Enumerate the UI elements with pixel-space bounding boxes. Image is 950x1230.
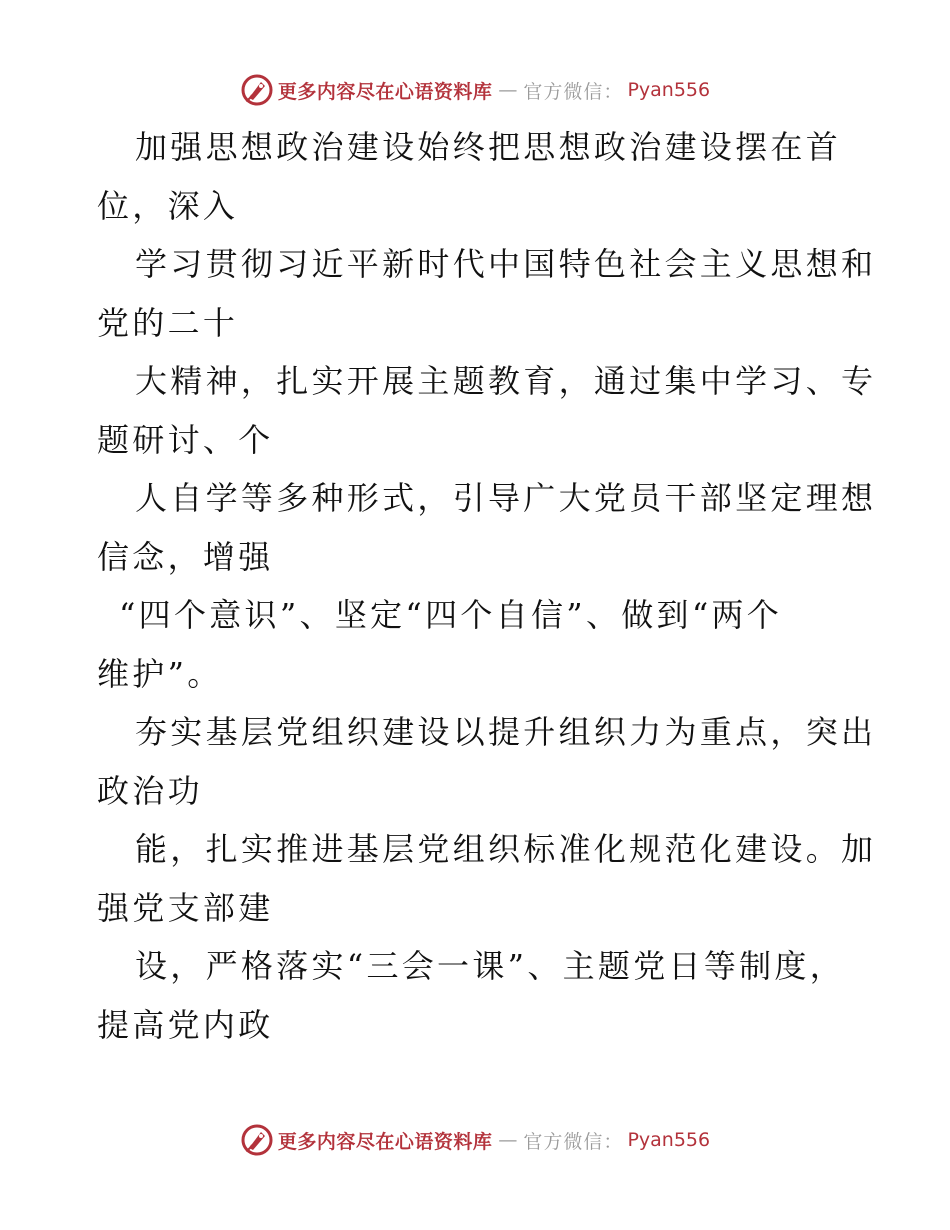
header-banner-dash: — (498, 79, 518, 101)
text-line: 夯实基层党组织建设以提升组织力为重点，突出 (135, 713, 877, 751)
text-line: 维护”。 (97, 654, 223, 693)
pen-nib-logo-icon (240, 1123, 274, 1157)
text-line: 政治功 (97, 771, 203, 810)
header-banner-label: 官方微信： (523, 80, 624, 103)
pen-nib-logo-icon (240, 73, 274, 107)
text-line: 人自学等多种形式，引导广大党员干部坚定理想 (135, 479, 877, 517)
text-line: 加强思想政治建设始终把思想政治建设摆在首 (135, 128, 842, 166)
footer-banner-dash: — (498, 1129, 518, 1151)
text-line: 能，扎实推进基层党组织标准化规范化建设。加 (135, 830, 877, 868)
text-line: 设，严格落实“三会一课”、主题党日等制度， (135, 947, 846, 985)
header-banner-text: 更多内容尽在心语资料库 (277, 80, 493, 103)
text-line: 党的二十 (97, 303, 239, 342)
text-line: 强党支部建 (97, 888, 274, 927)
text-line: 题研讨、个 (97, 420, 274, 459)
footer-banner-text: 更多内容尽在心语资料库 (277, 1130, 493, 1153)
footer-banner (0, 1120, 950, 1160)
header-wechat-id: Pyan556 (627, 79, 711, 101)
text-line: 学习贯彻习近平新时代中国特色社会主义思想和 (135, 245, 877, 283)
text-line: 位，深入 (97, 186, 239, 225)
text-line: 提高党内政 (97, 1005, 274, 1044)
footer-banner-label: 官方微信： (523, 1130, 624, 1153)
text-line: 信念，增强 (97, 537, 274, 576)
text-line: 大精神，扎实开展主题教育，通过集中学习、专 (135, 362, 877, 400)
document-body (97, 118, 877, 1054)
footer-wechat-id: Pyan556 (627, 1129, 711, 1151)
text-line: “四个意识”、坚定“四个自信”、做到“两个 (119, 596, 783, 634)
header-banner (0, 70, 950, 110)
